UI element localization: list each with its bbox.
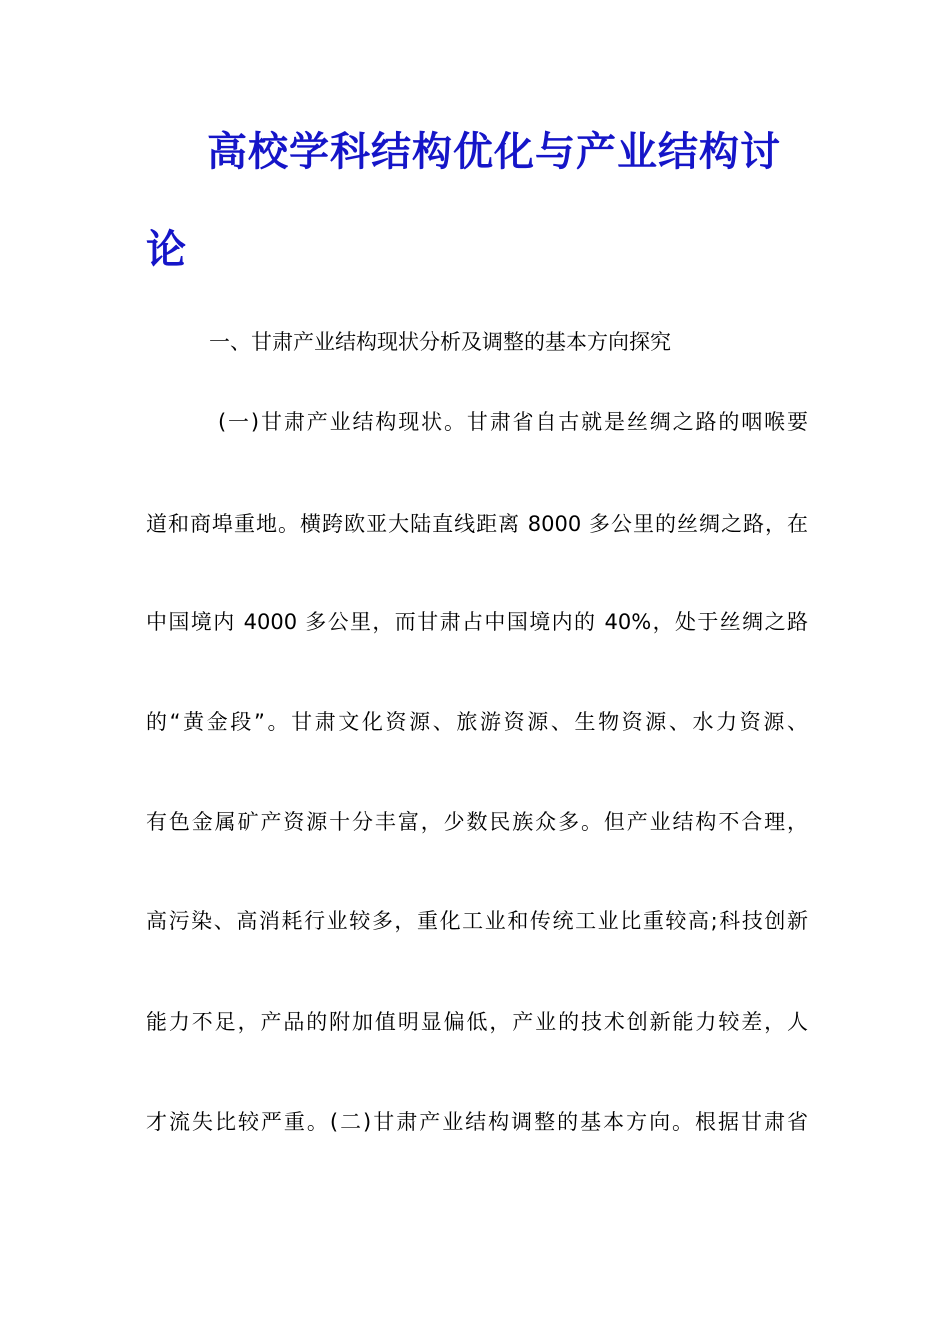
section-heading: 一、甘肃产业结构现状分析及调整的基本方向探究 xyxy=(209,330,671,354)
paragraph-line: 道和商埠重地。横跨欧亚大陆直线距离 8000 多公里的丝绸之路，在 xyxy=(146,512,808,536)
paragraph-line: 有色金属矿产资源十分丰富，少数民族众多。但产业结构不合理， xyxy=(146,810,808,834)
paragraph-line: 高污染、高消耗行业较多，重化工业和传统工业比重较高;科技创新 xyxy=(146,909,808,933)
document-title-line-1: 高校学科结构优化与产业结构讨 xyxy=(207,129,781,175)
paragraph-line: 能力不足，产品的附加值明显偏低，产业的技术创新能力较差，人 xyxy=(146,1010,808,1034)
paragraph-line: 中国境内 4000 多公里，而甘肃占中国境内的 40%，处于丝绸之路 xyxy=(146,610,808,634)
paragraph-line: (一)甘肃产业结构现状。甘肃省自古就是丝绸之路的咽喉要 xyxy=(218,410,808,434)
paragraph-line: 的“黄金段”。甘肃文化资源、旅游资源、生物资源、水力资源、 xyxy=(146,710,808,734)
paragraph-line: 才流失比较严重。(二)甘肃产业结构调整的基本方向。根据甘肃省 xyxy=(146,1110,808,1134)
document-title-line-2: 论 xyxy=(146,227,187,273)
